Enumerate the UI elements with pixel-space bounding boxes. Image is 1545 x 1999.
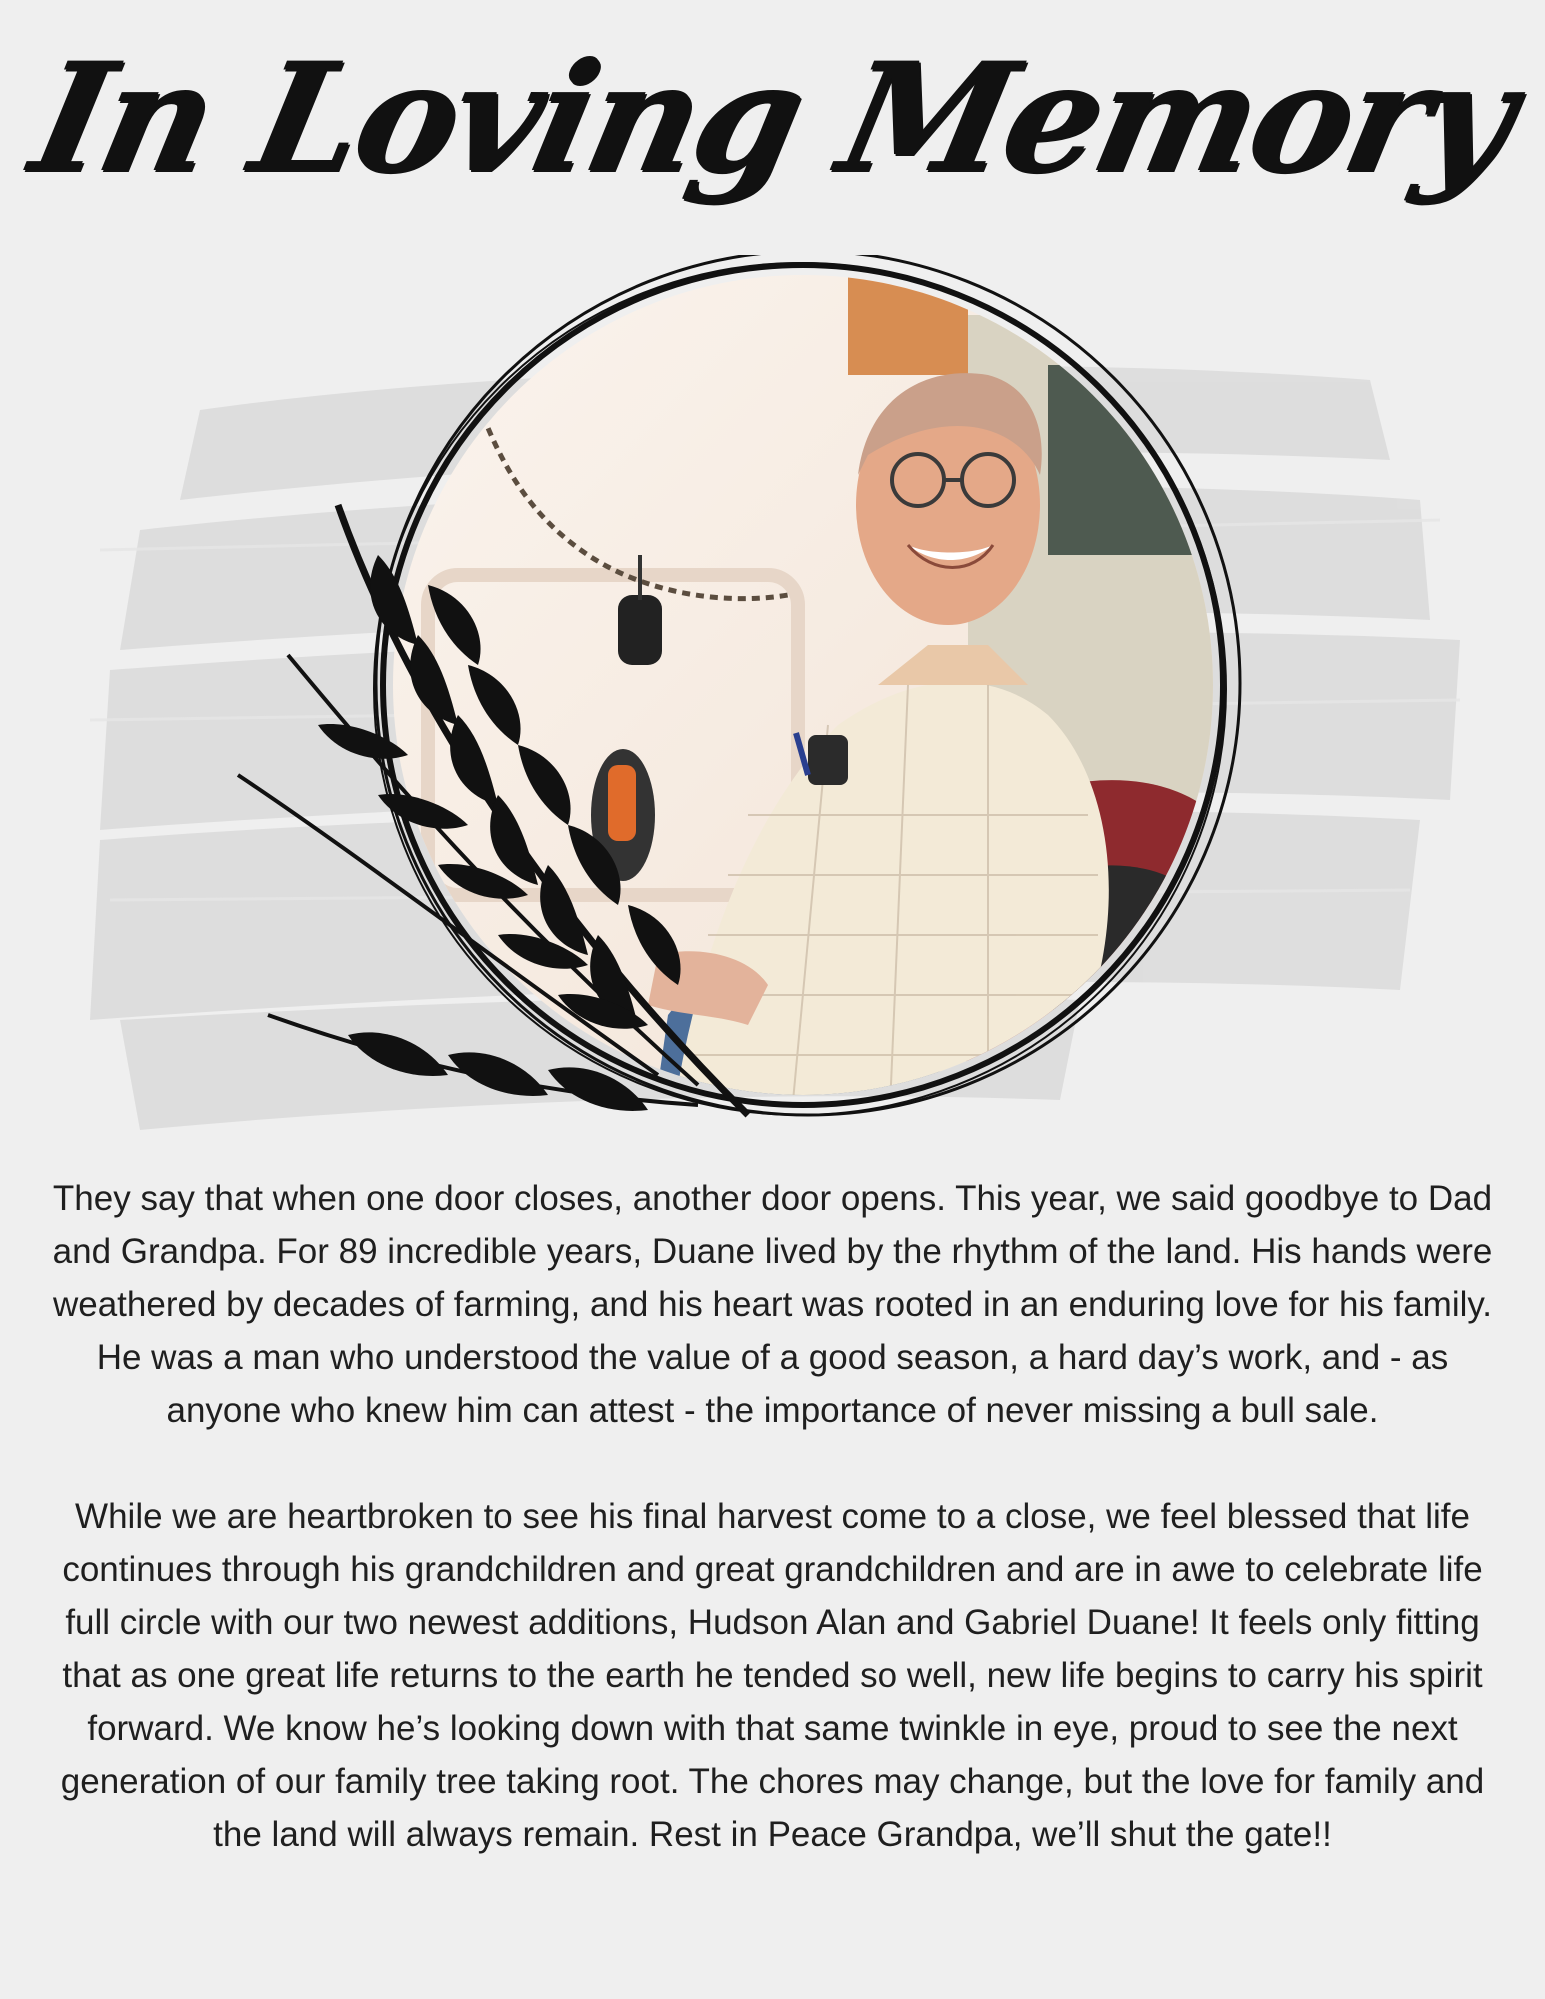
portrait-frame: [228, 255, 1248, 1155]
page-title: In Loving Memory: [18, 30, 1527, 206]
obituary-paragraph-2: While we are heartbroken to see his final harvest come to a close, we feel blessed that life continues through his grandchildren and great grandchildren and are in awe to celebrate life full circle with our two newest additions, Hudson Alan and Gabriel Duane! It feels only fitting that as one great life returns to the earth he tended so well, new life begins to carry his spirit forward. We know he’s looking down with that same twinkle in eye, proud to see the next generation of our family tree taking root. The chores may change, but the love for family and the land will always remain. Rest in Peace Grandpa, we’ll shut the gate!!: [60, 1497, 1485, 1854]
portrait-graphic: [228, 255, 1248, 1155]
obituary-text: [40, 1172, 1505, 1861]
obituary-paragraph-1: They say that when one door closes, another door opens. This year, we said goodbye to Dad and Grandpa. For 89 incredible years, Duane lived by the rhythm of the land. His hands were weathered by decades of farming, and his heart was rooted in an enduring love for his family. He was a man who understood the value of a good season, a hard day’s work, and - as anyone who knew him can attest - the importance of never missing a bull sale.: [52, 1179, 1493, 1430]
